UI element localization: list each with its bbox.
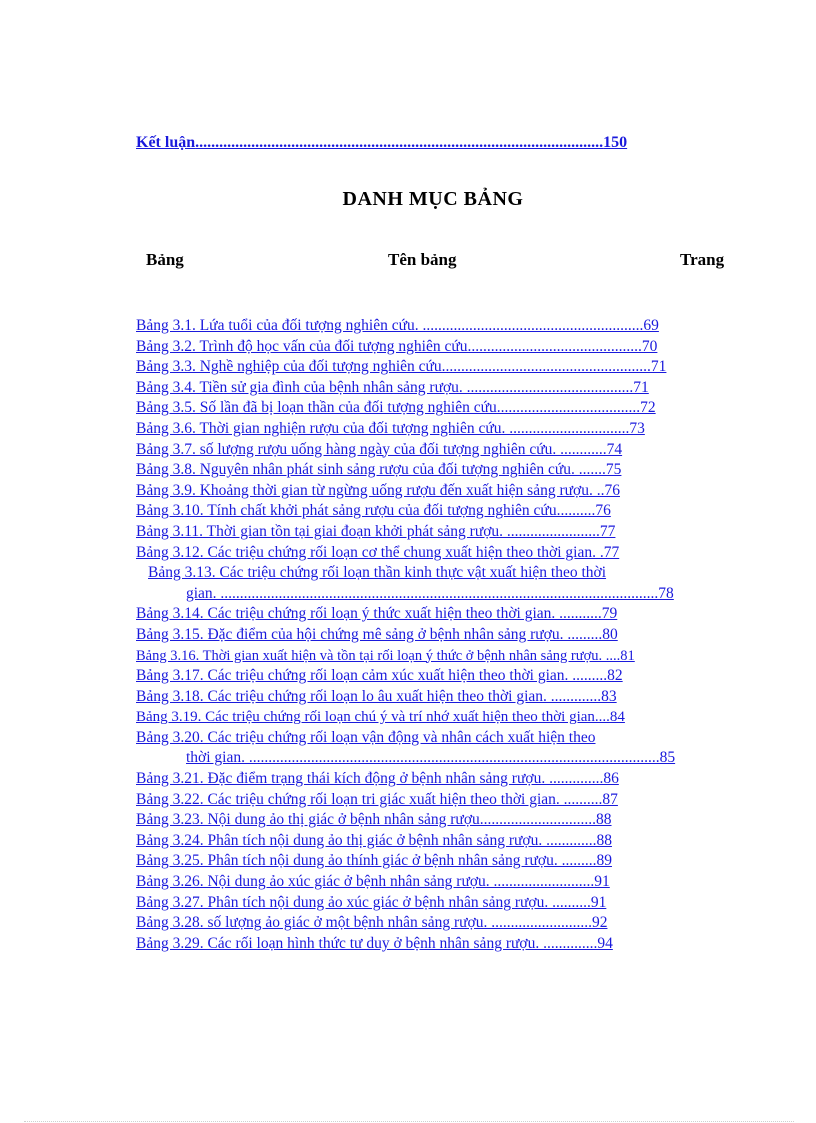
column-header-bang: Bảng	[146, 250, 184, 269]
toc-entry[interactable]: Bảng 3.22. Các triệu chứng rối loạn tri giác xuất hiện theo thời gian. ..........87	[136, 790, 618, 808]
toc-entry[interactable]: Bảng 3.13. Các triệu chứng rối loạn thần kinh thực vật xuất hiện theo thời	[148, 564, 607, 582]
toc-entry[interactable]: Bảng 3.17. Các triệu chứng rối loạn cảm xúc xuất hiện theo thời gian. .........82	[136, 667, 623, 685]
toc-entry[interactable]: Bảng 3.10. Tính chất khởi phát sảng rượu của đối tượng nghiên cứu..........76	[136, 502, 611, 520]
toc-entry[interactable]: Bảng 3.15. Đặc điểm của hội chứng mê sảng ở bệnh nhân sảng rượu. .........80	[136, 625, 618, 643]
column-header-ten-bang: Tên bảng	[388, 250, 457, 269]
toc-entry[interactable]: Bảng 3.14. Các triệu chứng rối loạn ý thức xuất hiện theo thời gian. ...........79	[136, 605, 618, 623]
toc-entry[interactable]: Bảng 3.12. Các triệu chứng rối loạn cơ thể chung xuất hiện theo thời gian. .77	[136, 543, 620, 561]
toc-entry[interactable]: Bảng 3.8. Nguyên nhân phát sinh sảng rượu của đối tượng nghiên cứu. .......75	[136, 461, 622, 479]
toc-entry[interactable]: Bảng 3.23. Nội dung ảo thị giác ở bệnh nhân sảng rượu..............................88	[136, 811, 612, 829]
toc-entry[interactable]: Bảng 3.6. Thời gian nghiện rượu của đối tượng nghiên cứu. ...............................73	[136, 419, 645, 437]
toc-entry[interactable]: Bảng 3.3. Nghề nghiệp của đối tượng nghiên cứu......................................................71	[136, 358, 667, 376]
toc-entry[interactable]: Bảng 3.21. Đặc điểm trạng thái kích động ở bệnh nhân sảng rượu. ..............86	[136, 770, 619, 788]
toc-entry[interactable]: Bảng 3.25. Phân tích nội dung ảo thính giác ở bệnh nhân sảng rượu. .........89	[136, 852, 612, 870]
toc-entry[interactable]: Bảng 3.4. Tiền sử gia đình của bệnh nhân sảng rượu. ...........................................71	[136, 378, 649, 396]
table-list	[136, 316, 731, 954]
column-header-trang: Trang	[680, 250, 725, 269]
toc-entry[interactable]: Bảng 3.26. Nội dung ảo xúc giác ở bệnh nhân sảng rượu. ..........................91	[136, 873, 610, 891]
toc-entry-continuation[interactable]: gian. .................................................................................................................78	[186, 584, 674, 602]
toc-entry[interactable]: Bảng 3.24. Phân tích nội dung ảo thị giác ở bệnh nhân sảng rượu. .............88	[136, 831, 612, 849]
page-title: DANH MỤC BẢNG	[342, 188, 524, 210]
page-bottom-divider	[24, 1121, 794, 1122]
toc-entry[interactable]: Bảng 3.11. Thời gian tồn tại giai đoạn khởi phát sảng rượu. ........................77	[136, 522, 616, 540]
toc-entry[interactable]: Bảng 3.1. Lứa tuổi của đối tượng nghiên cứu. .........................................................69	[136, 317, 659, 334]
toc-entry[interactable]: Bảng 3.5. Số lần đã bị loạn thần của đối tượng nghiên cứu.....................................72	[136, 399, 656, 417]
toc-entry[interactable]: Bảng 3.27. Phân tích nội dung ảo xúc giác ở bệnh nhân sảng rượu. ..........91	[136, 893, 607, 911]
toc-entry[interactable]: Bảng 3.18. Các triệu chứng rối loạn lo âu xuất hiện theo thời gian. .............83	[136, 687, 617, 705]
toc-link-ket-luan[interactable]	[136, 134, 731, 152]
toc-entry[interactable]: Bảng 3.16. Thời gian xuất hiện và tồn tại rối loạn ý thức ở bệnh nhân sảng rượu. ....81	[136, 647, 635, 664]
toc-top-text: Kết luận	[136, 134, 196, 151]
toc-entry[interactable]: Bảng 3.20. Các triệu chứng rối loạn vận động và nhân cách xuất hiện theo	[136, 728, 596, 746]
toc-entry[interactable]: Bảng 3.7. số lượng rượu uống hàng ngày của đối tượng nghiên cứu. ............74	[136, 440, 623, 458]
toc-entry-continuation[interactable]: thời gian. ..........................................................................................................85	[186, 749, 676, 767]
toc-entry[interactable]: Bảng 3.28. số lượng ảo giác ở một bệnh nhân sảng rượu. ..........................92	[136, 914, 608, 932]
toc-top-dots: ......................................................................................................	[195, 134, 604, 151]
toc-entry[interactable]: Bảng 3.9. Khoảng thời gian từ ngừng uống rượu đến xuất hiện sảng rượu. ..76	[136, 481, 620, 499]
toc-entry[interactable]: Bảng 3.2. Trình độ học vấn của đối tượng nghiên cứu.............................................70	[136, 337, 658, 355]
toc-top-page: 150	[603, 134, 628, 151]
toc-entry[interactable]: Bảng 3.29. Các rối loạn hình thức tư duy ở bệnh nhân sảng rượu. ..............94	[136, 934, 613, 952]
toc-entry[interactable]: Bảng 3.19. Các triệu chứng rối loạn chú ý và trí nhớ xuất hiện theo thời gian....84	[136, 709, 625, 726]
